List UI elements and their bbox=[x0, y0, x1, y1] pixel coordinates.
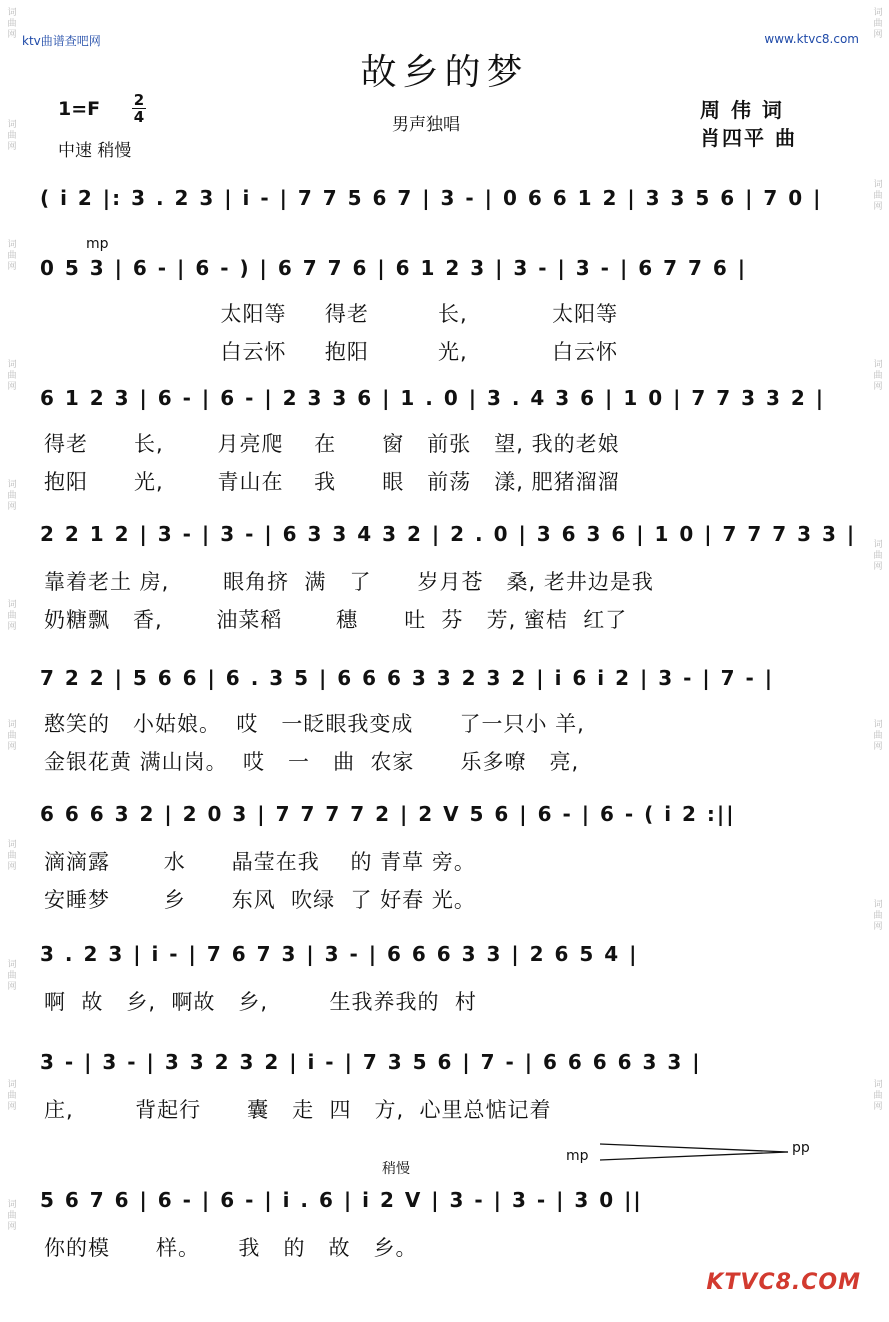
side-watermark: 词曲网 bbox=[873, 180, 883, 212]
notation-row: 6 1 2 3 | 6 - | 6 - | 2 3 3 6 | 1 . 0 | 3 . 4 3 6 | 1 0 | 7 7 3 3 2 | bbox=[40, 386, 826, 410]
side-watermark: 词曲网 bbox=[873, 900, 883, 932]
tempo-marking: 中速 稍慢 bbox=[58, 141, 132, 161]
key-signature: 1=F bbox=[58, 98, 101, 120]
diminuendo-hairpin bbox=[600, 1140, 790, 1166]
tempo-change-marking: 稍慢 bbox=[382, 1161, 410, 1177]
lyric-line: 啊 故 乡, 啊故 乡, 生我养我的 村 bbox=[44, 990, 477, 1014]
lyric-line: 抱阳 光, 青山在 我 眼 前荡 漾, 肥猪溜溜 bbox=[44, 470, 620, 494]
side-watermark: 词曲网 bbox=[873, 1080, 883, 1112]
dynamic-mp: mp bbox=[566, 1148, 589, 1164]
notation-row: 3 . 2 3 | i - | 7 6 7 3 | 3 - | 6 6 6 3 3 | 2 6 5 4 | bbox=[40, 942, 639, 966]
site-logo: KTVC8.COM bbox=[706, 1270, 861, 1295]
site-name-left: ktv曲谱查吧网 bbox=[22, 34, 101, 48]
dynamic-pp: pp bbox=[792, 1140, 810, 1156]
lyric-line: 安睡梦 乡 东风 吹绿 了 好春 光。 bbox=[44, 888, 476, 912]
notation-row: 6 6 6 3 2 | 2 0 3 | 7 7 7 7 2 | 2 V 5 6 | 6 - | 6 - ( i 2 :|| bbox=[40, 802, 736, 826]
side-watermark: 词曲网 bbox=[7, 120, 17, 152]
lyric-line: 你的模 样。 我 的 故 乡。 bbox=[44, 1236, 418, 1260]
side-watermark: 词曲网 bbox=[873, 720, 883, 752]
meter-top: 2 bbox=[133, 91, 145, 109]
side-watermark: 词曲网 bbox=[873, 8, 883, 40]
side-watermark: 词曲网 bbox=[7, 1080, 17, 1112]
site-url-right[interactable]: www.ktvc8.com bbox=[764, 32, 859, 46]
composer-credit: 肖四平 曲 bbox=[700, 126, 797, 150]
lyric-line: 靠着老土 房, 眼角挤 满 了 岁月苍 桑, 老井边是我 bbox=[44, 570, 654, 594]
side-watermark: 词曲网 bbox=[7, 360, 17, 392]
notation-row: 2 2 1 2 | 3 - | 3 - | 6 3 3 4 3 2 | 2 . 0 | 3 6 3 6 | 1 0 | 7 7 7 3 3 | bbox=[40, 522, 857, 546]
notation-row: 7 2 2 | 5 6 6 | 6 . 3 5 | 6 6 6 3 3 2 3 2 | i 6 i 2 | 3 - | 7 - | bbox=[40, 666, 775, 690]
side-watermark: 词曲网 bbox=[7, 480, 17, 512]
song-subtitle: 男声独唱 bbox=[392, 115, 460, 135]
side-watermark: 词曲网 bbox=[7, 8, 17, 40]
lyric-line: 太阳等 得老 长, 太阳等 bbox=[44, 302, 619, 326]
lyric-line: 金银花黄 满山岗。 哎 一 曲 农家 乐多嘹 亮, bbox=[44, 750, 580, 774]
song-title: 故乡的梦 bbox=[360, 52, 529, 93]
meter-bottom: 4 bbox=[133, 108, 145, 126]
lyric-line: 憨笑的 小姑娘。 哎 一眨眼我变成 了一只小 羊, bbox=[44, 712, 585, 736]
lyric-line: 滴滴露 水 晶莹在我 的 青草 旁。 bbox=[44, 850, 476, 874]
side-watermark: 词曲网 bbox=[7, 1200, 17, 1232]
side-watermark: 词曲网 bbox=[873, 360, 883, 392]
lyricist-credit: 周 伟 词 bbox=[700, 98, 784, 122]
side-watermark: 词曲网 bbox=[7, 840, 17, 872]
notation-row: 0 5 3 | 6 - | 6 - ) | 6 7 7 6 | 6 1 2 3 | 3 - | 3 - | 6 7 7 6 | bbox=[40, 256, 748, 280]
time-signature bbox=[132, 92, 146, 125]
lyric-line: 奶糖飘 香, 油菜稻 穗 吐 芬 芳, 蜜桔 红了 bbox=[44, 608, 628, 632]
lyric-line: 白云怀 抱阳 光, 白云怀 bbox=[44, 340, 619, 364]
side-watermark: 词曲网 bbox=[7, 960, 17, 992]
dynamic-mp: mp bbox=[86, 236, 109, 252]
side-watermark: 词曲网 bbox=[7, 720, 17, 752]
lyric-line: 庄, 背起行 囊 走 四 方, 心里总惦记着 bbox=[44, 1098, 552, 1122]
lyric-line: 得老 长, 月亮爬 在 窗 前张 望, 我的老娘 bbox=[44, 432, 620, 456]
side-watermark: 词曲网 bbox=[7, 600, 17, 632]
notation-row: ( i 2 |: 3 . 2 3 | i - | 7 7 5 6 7 | 3 - | 0 6 6 1 2 | 3 3 5 6 | 7 0 | bbox=[40, 186, 823, 210]
notation-row: 5 6 7 6 | 6 - | 6 - | i . 6 | i 2 V | 3 - | 3 - | 3 0 || bbox=[40, 1188, 643, 1212]
side-watermark: 词曲网 bbox=[873, 540, 883, 572]
notation-row: 3 - | 3 - | 3 3 2 3 2 | i - | 7 3 5 6 | 7 - | 6 6 6 6 3 3 | bbox=[40, 1050, 702, 1074]
side-watermark: 词曲网 bbox=[7, 240, 17, 272]
